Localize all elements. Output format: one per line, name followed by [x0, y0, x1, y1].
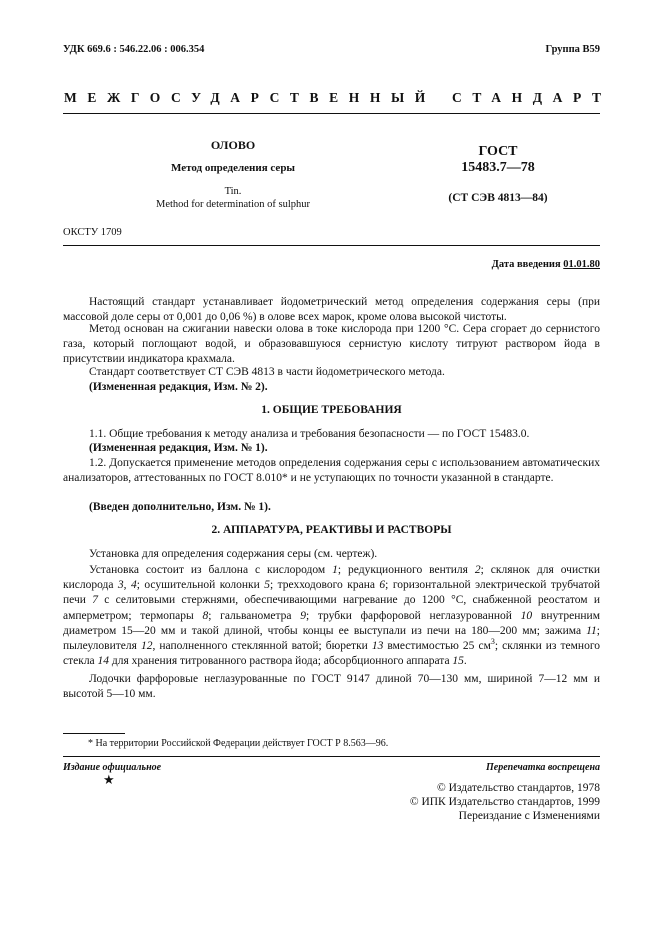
okstu-code: ОКСТУ 1709: [63, 227, 122, 238]
gost-label: ГОСТ: [478, 144, 518, 159]
copyright-1999: © ИПК Издательство стандартов, 1999: [409, 796, 600, 808]
star-icon: ★: [103, 772, 115, 787]
section-1-item-2-note: (Введен дополнительно, Изм. № 1).: [89, 501, 271, 513]
intro-date-value: 01.01.80: [563, 259, 600, 270]
intro-paragraph-2: Метод основан на сжигании навески олова в токе кислорода при 1200 °С. Сера сгорает до сернистого газа, который поглощают водой, и образовавшуюся сернистую кислоту титруют раствором йода в присутствии индикатора крахмала.: [63, 323, 600, 366]
page-title: ОЛОВО: [210, 138, 256, 152]
copyright-1978: © Издательство стандартов, 1978: [436, 782, 600, 794]
footer-divider: [63, 756, 600, 757]
intro-date: [492, 259, 600, 270]
english-subtitle: Method for determination of sulphur: [156, 199, 310, 210]
intro-amendment-note: (Измененная редакция, Изм. № 2).: [89, 381, 268, 393]
footnote-divider: [63, 733, 125, 734]
udk-code: УДК 669.6 : 546.22.06 : 006.354: [63, 44, 205, 55]
title-divider: [63, 245, 600, 246]
section-2-paragraph-1: Установка для определения содержания серы (см. чертеж).: [89, 548, 378, 560]
footnote: * На территории Российской Федерации действует ГОСТ Р 8.563—96.: [88, 738, 389, 749]
section-1-item-2: 1.2. Допускается применение методов определения содержания серы с использованием автоматических анализаторов, аттестованных по ГОСТ 8.010* и не уступающих по точности указанной в стандарте.: [63, 457, 600, 485]
section-2-apparatus-description: Установка состоит из баллона с кислородом 1; редукционного вентиля 2; склянок для очистки кислорода 3, 4; осушительной колонки 5; трехходового крана 6; горизонтальной электрической трубчатой печи 7 с селитовыми стержнями, обеспечивающими нагревание до 1200 °С, снабженной реостатом и амперметром; термопары 8; гальванометра 9; трубки фарфоровой неглазурованной 10 внутренним диаметром 15—20 мм и такой длиной, чтобы концы ее выступали из печи на 180—200 мм; зажима 11; пылеуловителя 12, наполненного стеклянной ватой; бюретки 13 вместимостью 25 $см^3$; склянки из темного стекла 14 для хранения титрованного раствора йода; абсорбционного аппарата 15.: [63, 564, 600, 668]
intro-paragraph-1: Настоящий стандарт устанавливает йодометрический метод определения содержания серы (при массовой доле серы от 0,001 до 0,06 %) в олове всех марок, кроме олова высокой чистоты.: [63, 296, 600, 324]
section-2-heading: 2. АППАРАТУРА, РЕАКТИВЫ И РАСТВОРЫ: [211, 524, 452, 536]
page-subtitle: Метод определения серы: [170, 162, 296, 174]
official-edition-label: Издание официальное: [63, 762, 162, 773]
english-title: Tin.: [224, 186, 242, 197]
section-1-heading: 1. ОБЩИЕ ТРЕБОВАНИЯ: [261, 404, 402, 416]
intro-paragraph-3: Стандарт соответствует СТ СЭВ 4813 в части йодометрического метода.: [89, 366, 445, 378]
section-1-item-1-note: (Измененная редакция, Изм. № 1).: [89, 442, 268, 454]
gost-number: 15483.7—78: [461, 160, 535, 175]
reprint-prohibited-label: Перепечатка воспрещена: [486, 762, 600, 773]
banner-word-standard: СТАНДАРТ: [452, 90, 612, 105]
banner-word-interstate: МЕЖГОСУДАРСТВЕННЫЙ: [64, 90, 436, 105]
intro-date-label: Дата введения: [491, 259, 561, 270]
banner-divider: [63, 113, 600, 114]
st-sev-number: (СТ СЭВ 4813—84): [448, 192, 548, 204]
group-code: Группа В59: [545, 44, 600, 55]
reissue-note: Переиздание с Изменениями: [458, 810, 600, 822]
section-1-item-1: 1.1. Общие требования к методу анализа и требования безопасности — по ГОСТ 15483.0.: [89, 428, 530, 440]
section-2-paragraph-3: Лодочки фарфоровые неглазурованные по ГОСТ 9147 длиной 70—130 мм, шириной 7—12 мм и высотой 5—10 мм.: [63, 673, 600, 701]
